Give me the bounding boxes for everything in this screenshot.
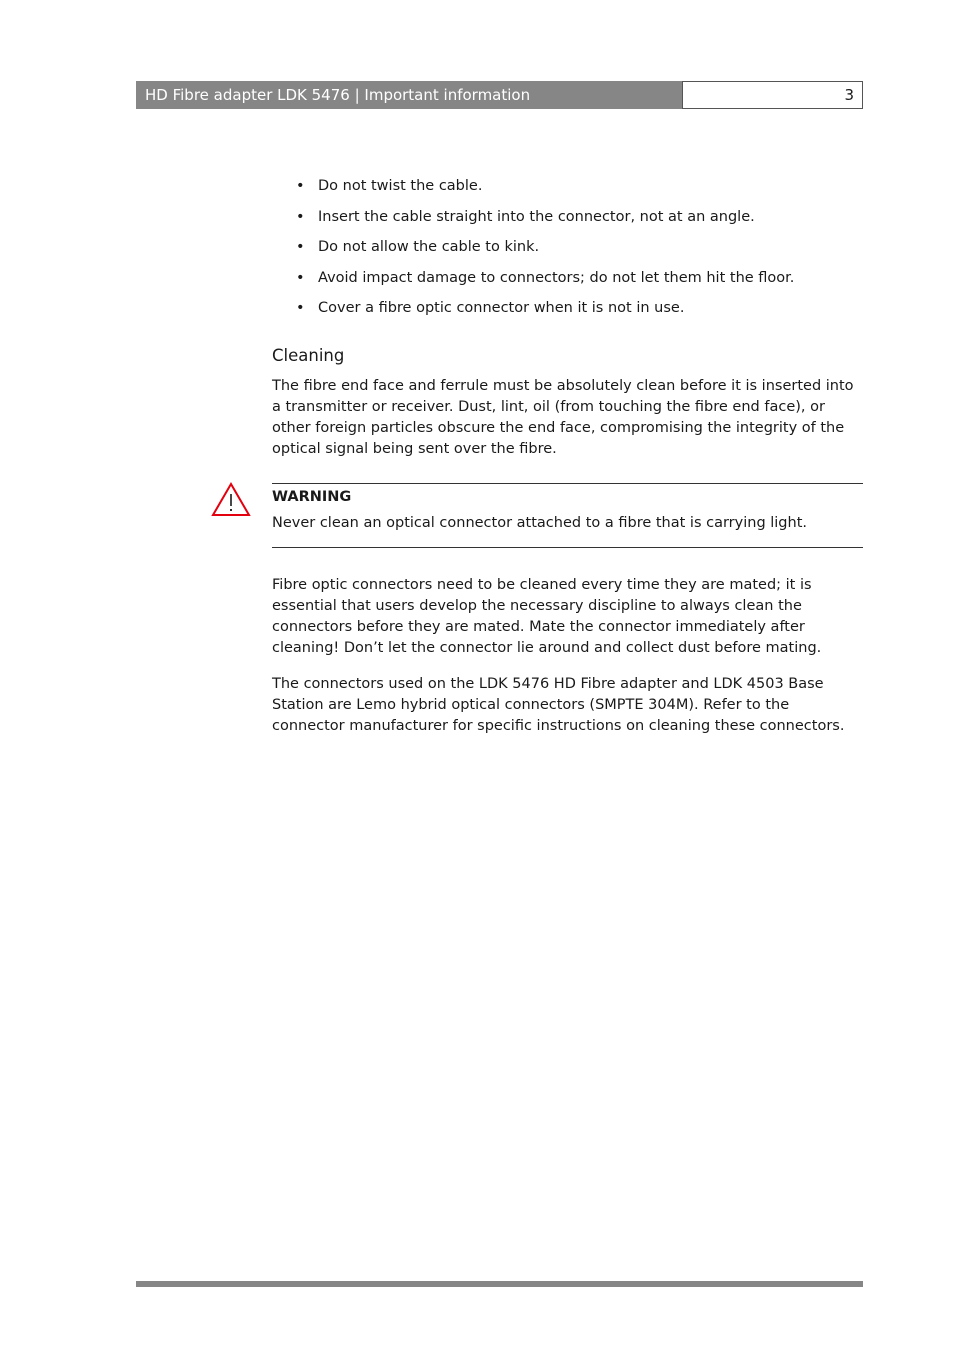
list-item-text: Do not twist the cable. (318, 178, 483, 194)
bullet-icon: • (296, 239, 305, 255)
warning-title: WARNING (272, 489, 352, 505)
list-item-text: Cover a fibre optic connector when it is not in use. (318, 300, 685, 316)
cleaning-intro-paragraph: The fibre end face and ferrule must be absolutely clean before it is inserted into a transmitter or receiver. Dust, lint, oil (from touching the fibre end face), or other foreign particles obscure the end face, compromising the integrity of the optical signal being sent over the fibre. (272, 378, 854, 457)
warning-text: Never clean an optical connector attached to a fibre that is carrying light. (272, 515, 807, 531)
cleaning-paragraph-1: Fibre optic connectors need to be cleaned every time they are mated; it is essential that users develop the necessary discipline to always clean the connectors before they are mated. Mate the connector immediately after cleaning! Don’t let the connector lie around and collect dust before mating. (272, 577, 822, 656)
bullet-icon: • (296, 300, 305, 316)
section-heading-cleaning: Cleaning (272, 346, 345, 365)
warning-box (272, 483, 863, 548)
list-item (296, 266, 794, 297)
page-number: 3 (682, 81, 863, 109)
cleaning-paragraph-2: The connectors used on the LDK 5476 HD Fibre adapter and LDK 4503 Base Station are Lemo hybrid optical connectors (SMPTE 304M). Refer to the connector manufacturer for specific instructions on cleaning these connectors. (272, 676, 845, 734)
list-item-text: Avoid impact damage to connectors; do not let them hit the floor. (318, 269, 795, 286)
list-item-text: Do not allow the cable to kink. (318, 239, 540, 255)
bullet-icon: • (296, 269, 305, 286)
list-item (296, 235, 794, 266)
bullet-icon: • (296, 208, 305, 225)
header-title: HD Fibre adapter LDK 5476 | Important information (136, 81, 682, 109)
list-item-text: Insert the cable straight into the connector, not at an angle. (318, 208, 755, 225)
page-header (136, 81, 863, 109)
list-item (296, 296, 794, 327)
bullet-list (296, 174, 794, 327)
list-item (296, 174, 794, 205)
warning-triangle-icon (211, 482, 251, 518)
bullet-icon: • (296, 178, 305, 194)
list-item (296, 205, 794, 236)
footer-bar (136, 1281, 863, 1287)
